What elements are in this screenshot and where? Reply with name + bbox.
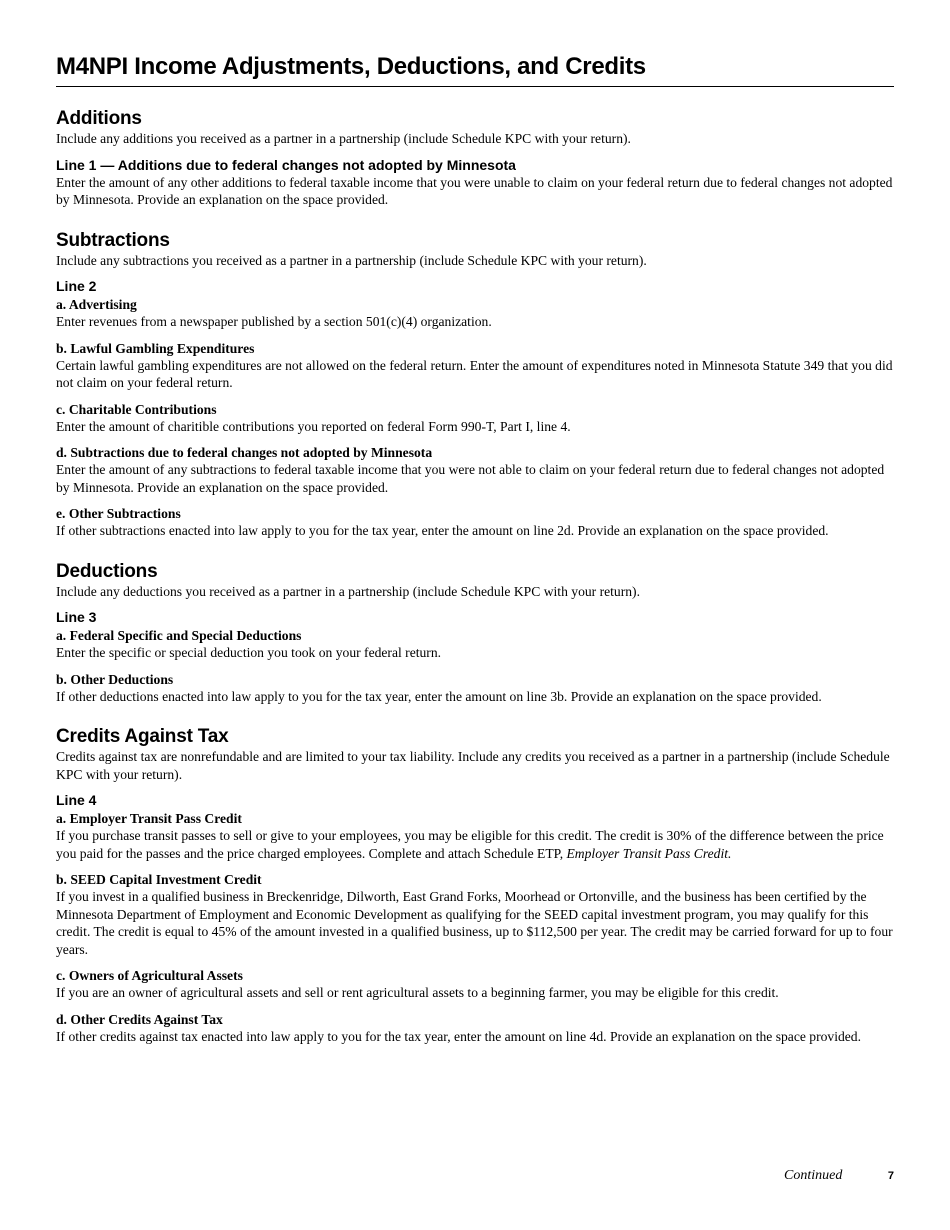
line4-heading: Line 4 — [56, 792, 97, 808]
subtractions-section — [56, 230, 894, 540]
line2c-item — [56, 401, 894, 436]
line2-heading: Line 2 — [56, 278, 97, 294]
line3b-heading: b. Other Deductions — [56, 671, 174, 687]
line4a-text-italic: Employer Transit Pass Credit. — [566, 845, 732, 861]
line1-text: Enter the amount of any other additions to federal taxable income that you were unable to claim on your federal return due to federal changes not adopted by Minnesota. Provide an explanation on the space provided. — [56, 174, 893, 207]
line4a-item — [56, 810, 894, 862]
line4b-text: If you invest in a qualified business in Breckenridge, Dilworth, East Grand Forks, Moorhead or Ortonville, and the business has been certified by the Minnesota Department of Employment and Economic Development as qualifying for the SEED capital investment program, you may qualify for this credit. The credit is equal to 45% of the amount invested in a qualified business, up to $112,500 per year. The credit may be carried forward for up to four years. — [56, 889, 893, 957]
credits-section — [56, 726, 894, 1045]
line3a-heading: a. Federal Specific and Special Deductions — [56, 628, 302, 643]
line3a-item — [56, 627, 894, 662]
line2a-item — [56, 296, 894, 331]
line2d-item — [56, 444, 894, 496]
deductions-intro: Include any deductions you received as a partner in a partnership (include Schedule KPC with your return). — [56, 583, 640, 599]
line4d-heading: d. Other Credits Against Tax — [56, 1011, 223, 1027]
line2a-heading: a. Advertising — [56, 297, 137, 312]
line2e-text: If other subtractions enacted into law apply to you for the tax year, enter the amount on line 2d. Provide an explanation on the space provided. — [56, 523, 829, 538]
additions-section — [56, 108, 894, 209]
additions-intro: Include any additions you received as a partner in a partnership (include Schedule KPC with your return). — [56, 131, 631, 146]
additions-heading: Additions — [56, 108, 142, 129]
line2c-heading: c. Charitable Contributions — [56, 401, 217, 417]
deductions-section — [56, 561, 894, 706]
line2d-text: Enter the amount of any subtractions to federal taxable income that you were not able to claim on your federal return due to federal changes not adopted by Minnesota. Provide an explanation on the space provided. — [56, 462, 885, 495]
line2b-text: Certain lawful gambling expenditures are not allowed on the federal return. Enter the amount of expenditures noted in Minnesota Statute 349 that you did not claim on your federal return. — [56, 357, 893, 390]
line2e-item — [56, 505, 894, 540]
page-number: 7 — [887, 1170, 894, 1182]
line4d-item — [56, 1011, 894, 1046]
subtractions-intro: Include any subtractions you received as a partner in a partnership (include Schedule KPC with your return). — [56, 252, 647, 268]
line4a-text-main: If you purchase transit passes to sell or give to your employees, you may be eligible for this credit. The credit is 30% of the difference between the price you paid for the passes and the price charged employees. Complete and attach Schedule ETP, — [56, 828, 884, 861]
line4d-text: If other credits against tax enacted into law apply to you for the tax year, enter the amount on line 4d. Provide an explanation on the space provided. — [56, 1028, 862, 1044]
continued-label: Continued — [784, 1168, 843, 1183]
line3b-text: If other deductions enacted into law apply to you for the tax year, enter the amount on line 3b. Provide an explanation on the space provided. — [56, 688, 822, 704]
line2e-heading: e. Other Subtractions — [56, 506, 181, 521]
line4a-heading: a. Employer Transit Pass Credit — [56, 811, 242, 826]
document-body — [56, 52, 894, 1045]
line3a-text: Enter the specific or special deduction you took on your federal return. — [56, 645, 442, 660]
line2d-heading: d. Subtractions due to federal changes not adopted by Minnesota — [56, 445, 433, 460]
line4b-item — [56, 871, 894, 958]
credits-intro: Credits against tax are nonrefundable and are limited to your tax liability. Include any credits you received as a partner in a partnership (include Schedule KPC with your return). — [56, 749, 890, 782]
line4a-text — [56, 827, 894, 862]
line4c-text: If you are an owner of agricultural assets and sell or rent agricultural assets to a beginning farmer, you may be eligible for this credit. — [56, 985, 779, 1000]
subtractions-heading: Subtractions — [56, 229, 170, 251]
credits-heading: Credits Against Tax — [56, 726, 229, 747]
line3-heading: Line 3 — [56, 609, 97, 625]
line4c-item — [56, 967, 894, 1002]
line2b-heading: b. Lawful Gambling Expenditures — [56, 340, 255, 356]
line1-heading: Line 1 — Additions due to federal changes not adopted by Minnesota — [56, 156, 516, 173]
line2c-text: Enter the amount of charitible contributions you reported on federal Form 990-T, Part I, line 4. — [56, 418, 571, 434]
page-footer — [784, 1168, 894, 1184]
line4c-heading: c. Owners of Agricultural Assets — [56, 968, 243, 983]
deductions-heading: Deductions — [56, 560, 158, 582]
page-title: M4NPI Income Adjustments, Deductions, and Credits — [56, 52, 894, 87]
line2a-text: Enter revenues from a newspaper published by a section 501(c)(4) organization. — [56, 314, 492, 329]
line2b-item — [56, 340, 894, 392]
line4b-heading: b. SEED Capital Investment Credit — [56, 872, 262, 887]
line3b-item — [56, 671, 894, 706]
